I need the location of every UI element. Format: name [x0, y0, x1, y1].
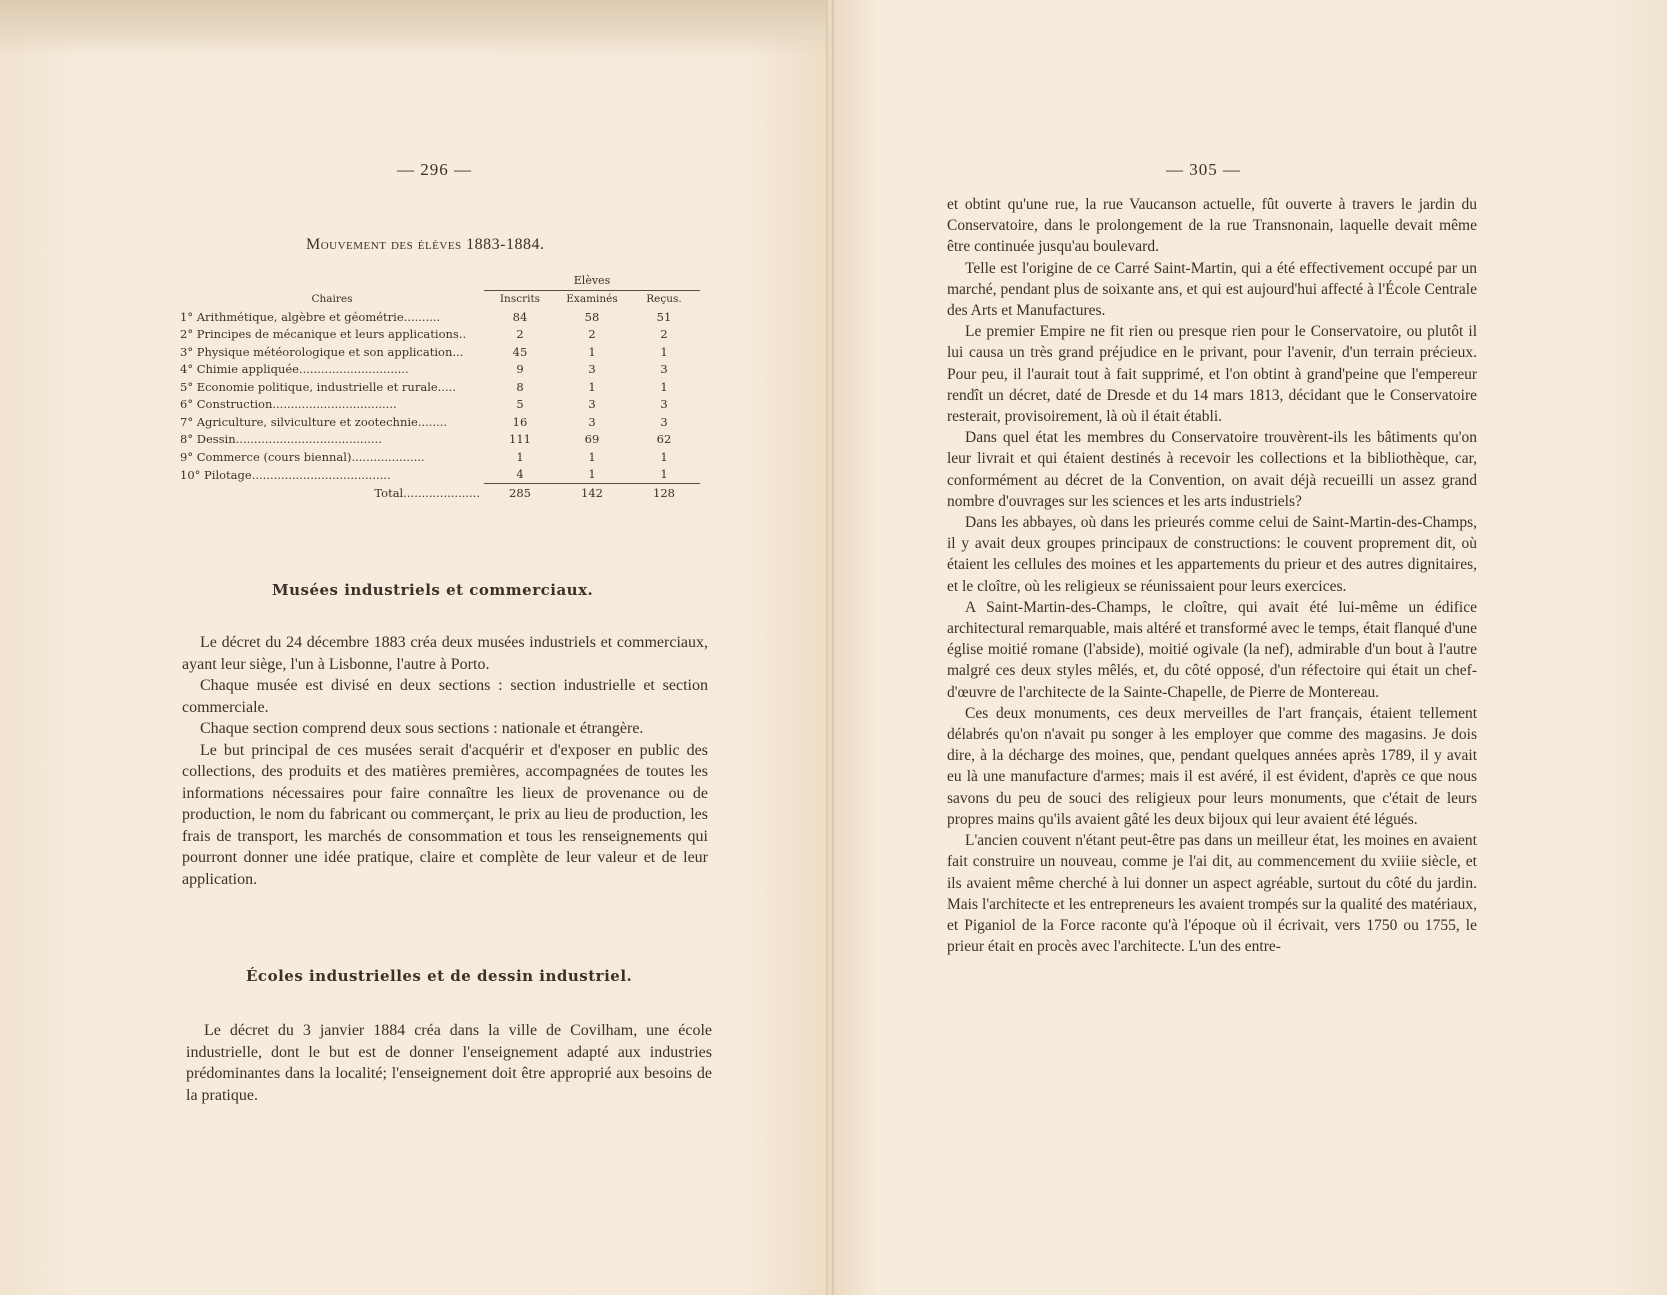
- table-row: [180, 448, 700, 466]
- section-musees-text: [182, 632, 708, 890]
- table-cell: 1° Arithmétique, algèbre et géométrie..........: [180, 309, 441, 324]
- table-cell: 69: [584, 432, 600, 447]
- table-header-chaires: Chaires: [311, 293, 353, 305]
- table-cell: 285: [509, 485, 531, 500]
- table-cell: 1: [588, 344, 596, 359]
- table-row: [180, 413, 700, 431]
- paragraph: Dans quel état les membres du Conservatoire trouvèrent-ils les bâtiments qu'on leur livrait et qui étaient destinés à recevoir les collections et la bibliothèque, car, conformément au décret de la Convention, on avait déjà recueilli un assez grand nombre d'ouvrages sur les sciences et les arts industriels?: [947, 429, 1477, 510]
- table-row: [180, 326, 700, 344]
- table-cell: 111: [509, 432, 531, 447]
- table-cell: 3: [588, 414, 596, 429]
- left-page-number: — 296 —: [397, 160, 472, 179]
- paragraph: Le décret du 3 janvier 1884 créa dans la ville de Covilham, une école industrielle, dont le but est de donner l'enseignement adapté aux industries prédominantes dans la localité; l'enseignement doit être approprié aux besoins de la pratique.: [186, 1022, 712, 1104]
- table-cell: 1: [660, 449, 668, 464]
- table-cell: 51: [656, 309, 672, 324]
- paragraph: Ces deux monuments, ces deux merveilles de l'art français, étaient tellement délabrés qu'on n'avait pu songer à les employer que comme des magasins. Je dois dire, à la décharge des moines, que, pendant quelques années après 1789, il y avait eu là une manufacture d'armes; mais il est avéré, il est évident, d'après ce que nous savons du peu de souci des religieux pour leurs monuments, que c'était de leurs propres mains qu'ils avaient gâté les deux bijoux qui leur avaient été légués.: [947, 704, 1477, 828]
- book-gutter: [826, 0, 834, 1295]
- table-cell: 3: [660, 414, 668, 429]
- table-cell: 58: [584, 309, 600, 324]
- table-cell: 84: [512, 309, 528, 324]
- table-header-recus: Reçus.: [646, 293, 682, 306]
- table-total-row: [180, 484, 700, 502]
- table-cell: 1: [628, 466, 700, 484]
- table-row: [180, 431, 700, 449]
- table-cell: 2: [588, 327, 596, 342]
- paragraph: Le décret du 24 décembre 1883 créa deux musées industriels et commerciaux, ayant leur siège, l'un à Lisbonne, l'autre à Porto.: [182, 634, 708, 673]
- table-row: [180, 378, 700, 396]
- table-cell: 2: [660, 327, 668, 342]
- table-cell: 1: [588, 449, 596, 464]
- paragraph: Le but principal de ces musées serait d'acquérir et d'exposer en public des collections, des produits et des matières premières, accompagnées de toutes les informations nécessaires pour faire connaître les lieux de provenance ou de production, le nom du fabricant ou commerçant, le prix au lieu de production, les frais de transport, les marchés de consommation et tous les renseignements qui pourront donner une idée pratique, claire et complète de leur valeur et de leur application.: [182, 741, 708, 888]
- paragraph: L'ancien couvent n'étant peut-être pas dans un meilleur état, les moines en avaient fait construire un nouveau, comme je l'ai dit, au commencement du xviiie siècle, et ils avaient même cherché à lui donner un aspect agréable, surtout du côté du jardin. Mais l'architecte et les entrepreneurs les avaient trompés sur la qualité des matériaux, et Piganiol de la Force raconte qu'à l'époque où il écrivait, vers 1750 ou 1755, le prieur était en procès avec l'architecte. L'un des entre-: [947, 832, 1477, 956]
- table-row: [180, 466, 700, 484]
- table-cell: 3: [660, 362, 668, 377]
- table-cell: 2: [516, 327, 524, 342]
- table-title: Mouvement des élèves 1883-1884.: [306, 236, 545, 253]
- paragraph: Chaque section comprend deux sous sections : nationale et étrangère.: [200, 720, 644, 737]
- table-cell: 128: [653, 485, 675, 500]
- enrollment-table: [180, 272, 700, 502]
- table-cell: 3: [660, 397, 668, 412]
- table-cell: 7° Agriculture, silviculture et zootechnie........: [180, 414, 448, 429]
- table-row: [180, 396, 700, 414]
- paragraph: Dans les abbayes, où dans les prieurés comme celui de Saint-Martin-des-Champs, il y avait deux groupes principaux de constructions: le couvent proprement dit, où étaient les cellules des moines et les appartements du prieur et des autres dignitaires, et le cloître, où les religieux se réunissaient pour leurs exercices.: [947, 514, 1477, 595]
- table-cell: 3: [588, 397, 596, 412]
- table-cell: 4: [484, 466, 556, 484]
- section-ecoles-text: [186, 1020, 712, 1106]
- section-title-ecoles: Écoles industrielles et de dessin industriel.: [246, 967, 633, 985]
- torn-top-edge: [0, 0, 830, 56]
- table-cell: 1: [556, 466, 628, 484]
- table-cell: 5: [516, 397, 524, 412]
- table-cell: 3: [588, 362, 596, 377]
- table-cell: Total.....................: [374, 485, 480, 500]
- table-cell: 62: [656, 432, 672, 447]
- section-title-musees: Musées industriels et commerciaux.: [272, 581, 594, 599]
- paragraph: et obtint qu'une rue, la rue Vaucanson actuelle, fût ouverte à travers le jardin du Conservatoire, dans le prolongement de la rue Transnonain, laquelle devait même être continuée jusqu'au boulevard.: [947, 196, 1477, 256]
- table-group-header: Elèves: [484, 272, 700, 290]
- table-cell: 1: [660, 379, 668, 394]
- table-cell: 142: [581, 485, 603, 500]
- table-cell: 1: [588, 379, 596, 394]
- table-cell: 8: [516, 379, 524, 394]
- table-cell: 3° Physique météorologique et son application...: [180, 344, 464, 359]
- table-cell: 8° Dessin........................................: [180, 432, 382, 447]
- table-row: [180, 361, 700, 379]
- right-page-text: [947, 194, 1477, 957]
- paragraph: Chaque musée est divisé en deux sections : section industrielle et section commerciale.: [182, 677, 708, 716]
- table-cell: 9: [516, 362, 524, 377]
- right-page-number: — 305 —: [1166, 160, 1241, 179]
- table-row: [180, 343, 700, 361]
- paragraph: A Saint-Martin-des-Champs, le cloître, qui avait été lui-même un édifice architectural remarquable, mais altéré et transformé avec le temps, était flanqué d'une église moitié romane (l'abside), moitié ogivale (la nef), admirable d'un bout à l'autre malgré ces deux styles mêlés, et, du côté opposé, d'un réfectoire qui était un chef-d'œuvre de l'architecte de la Sainte-Chapelle, de Pierre de Montereau.: [947, 598, 1477, 701]
- table-cell: 45: [512, 344, 528, 359]
- paragraph: Telle est l'origine de ce Carré Saint-Martin, qui a été effectivement occupé par un marché, pendant plus de soixante ans, et qui est aujourd'hui affecté à l'École Centrale des Arts et Manufactures.: [947, 259, 1477, 320]
- table-cell: 2° Principes de mécanique et leurs applications..: [180, 327, 467, 342]
- table-cell: 4° Chimie appliquée..............................: [180, 362, 409, 377]
- table-cell: 1: [660, 344, 668, 359]
- table-cell: 9° Commerce (cours biennal)....................: [180, 449, 425, 464]
- paragraph: Le premier Empire ne fit rien ou presque rien pour le Conservatoire, ou plutôt il lui causa un très grand préjudice en le privant, pour l'avenir, d'un terrain précieux. Pour peu, il l'aurait tout à fait supprimé, et l'on obtint à grand'peine que l'empereur rendît un décret, daté de Dresde et du 14 mars 1813, décidant que le Conservatoire resterait, provisoirement, là où il était établi.: [947, 323, 1477, 426]
- table-row: [180, 308, 700, 326]
- table-cell: 1: [516, 449, 524, 464]
- table-cell: 16: [512, 414, 528, 429]
- table-cell: 10° Pilotage......................................: [180, 467, 391, 482]
- table-cell: 6° Construction..................................: [180, 397, 397, 412]
- table-cell: 5° Economie politique, industrielle et rurale.....: [180, 379, 456, 394]
- table-header-examines: Examinés: [566, 293, 618, 306]
- table-header-inscrits: Inscrits: [499, 293, 541, 306]
